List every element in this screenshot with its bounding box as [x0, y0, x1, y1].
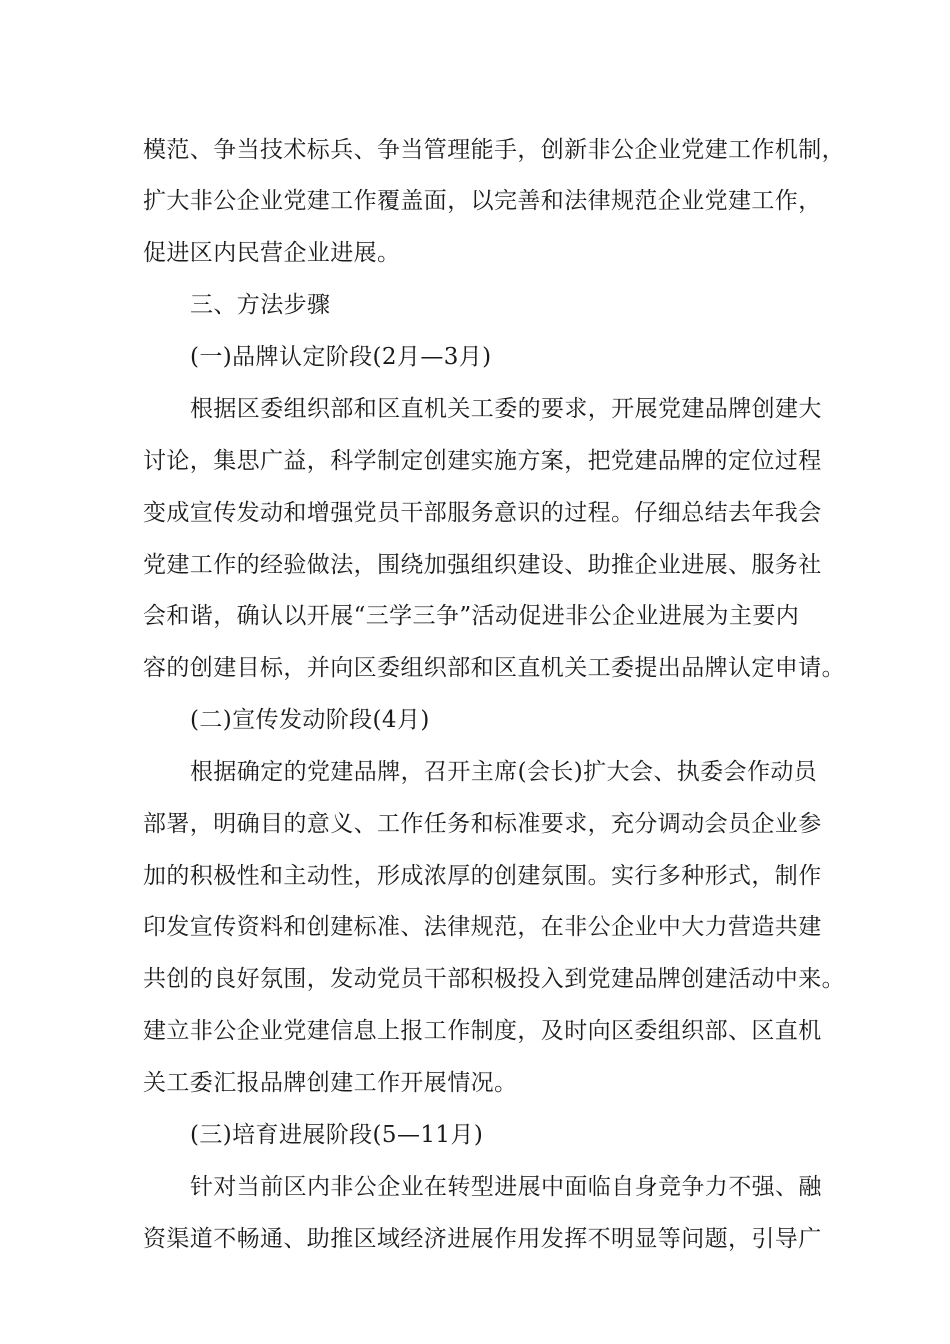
- subsection-heading: (三)培育进展阶段(5—11月): [190, 1122, 484, 1148]
- section-heading: 三、方法步骤: [190, 292, 331, 318]
- body-text-line: 根据区委组织部和区直机关工委的要求，开展党建品牌创建大: [190, 396, 822, 422]
- body-text-line: 资渠道不畅通、助推区域经济进展作用发挥不明显等问题，引导广: [143, 1226, 822, 1252]
- body-text-line: 讨论，集思广益，科学制定创建实施方案，把党建品牌的定位过程: [143, 448, 822, 474]
- body-text-line: 变成宣传发动和增强党员干部服务意识的过程。仔细总结去年我会: [143, 500, 822, 526]
- body-text-line: 部署，明确目的意义、工作任务和标准要求，充分调动会员企业参: [143, 811, 822, 837]
- body-text-line: 党建工作的经验做法，围绕加强组织建设、助推企业进展、服务社: [143, 552, 822, 578]
- body-text-line: 建立非公企业党建信息上报工作制度，及时向区委组织部、区直机: [143, 1018, 822, 1044]
- body-text-line: 扩大非公企业党建工作覆盖面，以完善和法律规范企业党建工作，: [143, 188, 822, 214]
- body-text-line: 促进区内民营企业进展。: [143, 240, 401, 266]
- body-text-line: 关工委汇报品牌创建工作开展情况。: [143, 1070, 518, 1096]
- subsection-heading: (一)品牌认定阶段(2月—3月): [190, 344, 492, 370]
- body-text-line: 印发宣传资料和创建标准、法律规范，在非公企业中大力营造共建: [143, 914, 822, 940]
- body-text-line: 模范、争当技术标兵、争当管理能手，创新非公企业党建工作机制，: [143, 137, 845, 163]
- body-text-line: 共创的良好氛围，发动党员干部积极投入到党建品牌创建活动中来。: [143, 966, 845, 992]
- body-text-line: 加的积极性和主动性，形成浓厚的创建氛围。实行多种形式，制作: [143, 863, 822, 889]
- body-text-line: 会和谐，确认以开展“三学三争”活动促进非公企业进展为主要内: [143, 603, 800, 629]
- subsection-heading: (二)宣传发动阶段(4月): [190, 707, 430, 733]
- body-text-line: 针对当前区内非公企业在转型进展中面临自身竞争力不强、融: [190, 1174, 822, 1200]
- body-text-line: 容的创建目标，并向区委组织部和区直机关工委提出品牌认定申请。: [143, 655, 845, 681]
- body-text-line: 根据确定的党建品牌，召开主席(会长)扩大会、执委会作动员: [190, 759, 818, 785]
